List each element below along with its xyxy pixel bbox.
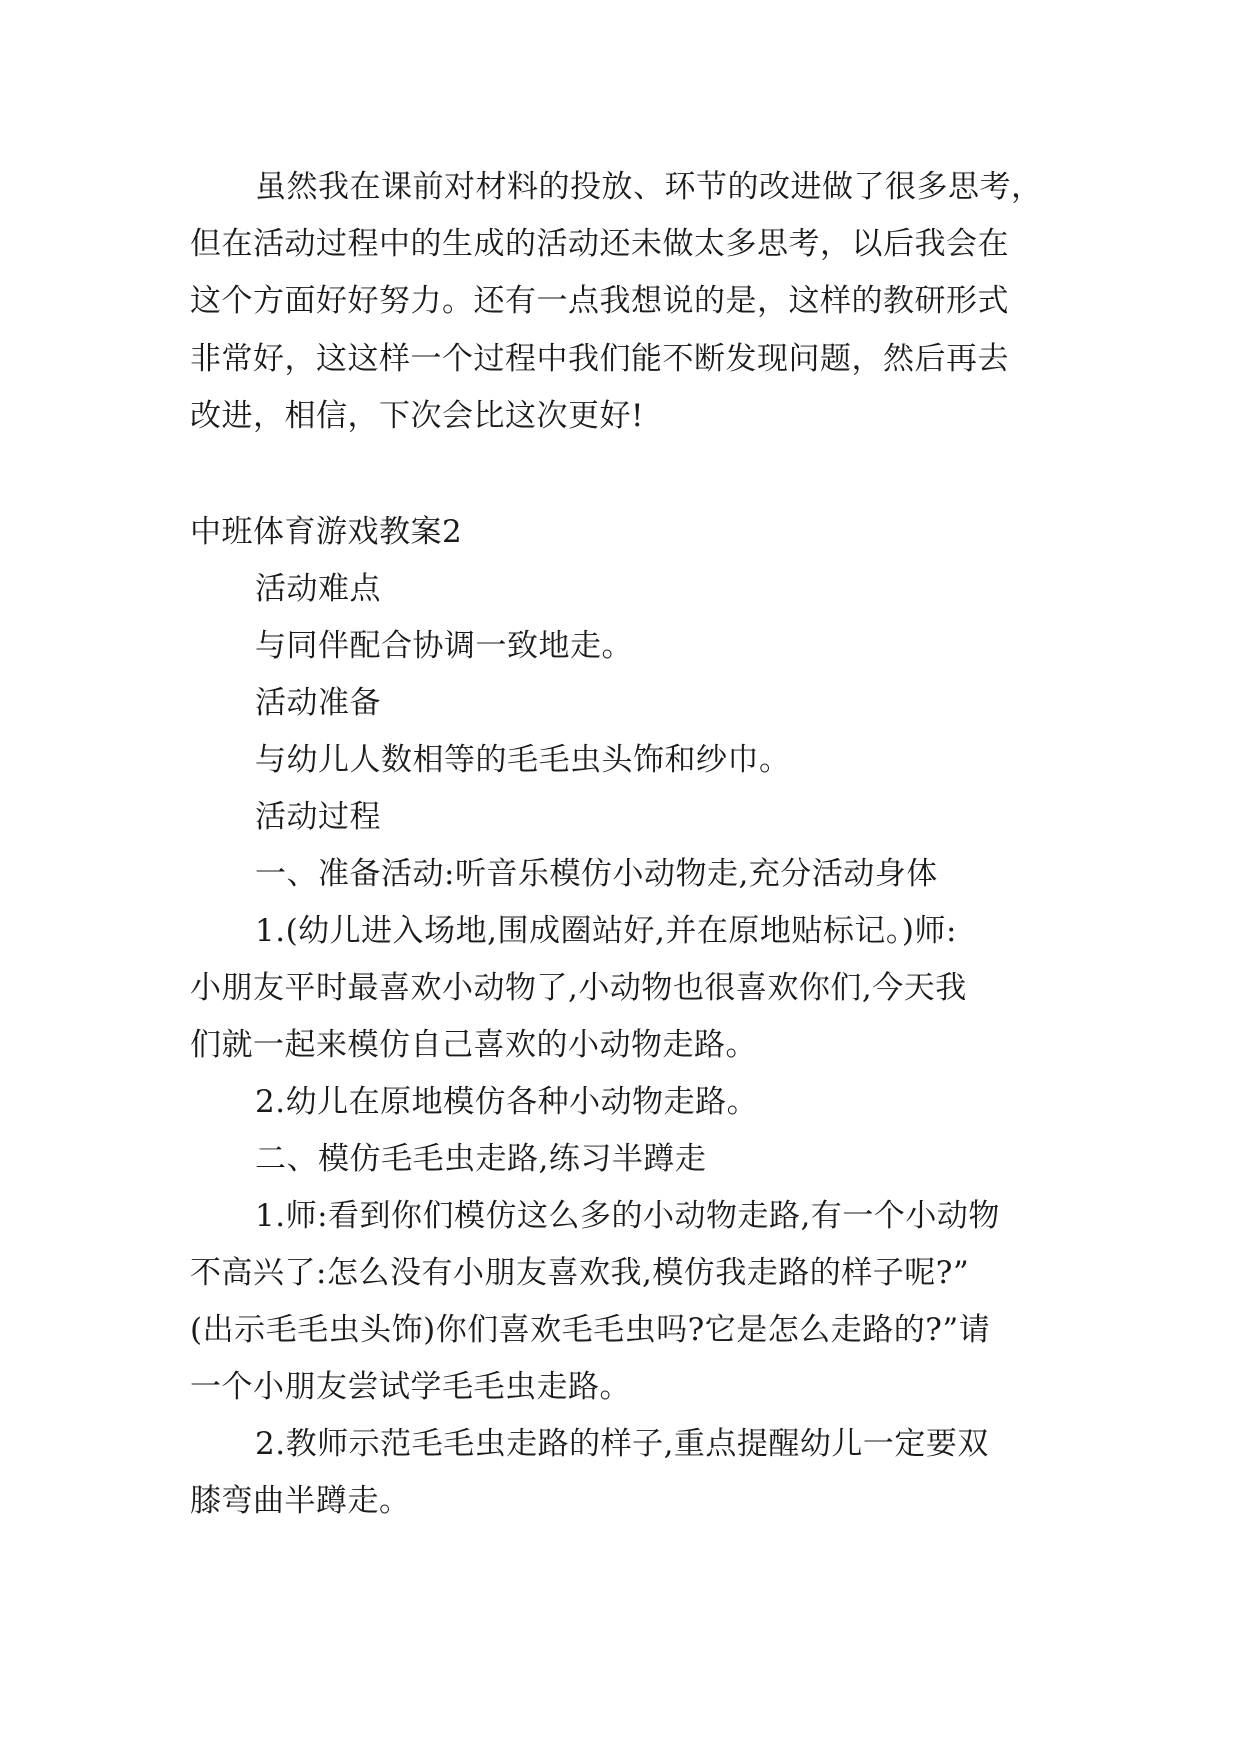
- paragraph-line: 这个方面好好努力。还有一点我想说的是，这样的教研形式: [190, 283, 1009, 319]
- paragraph-line: 1.师:看到你们模仿这么多的小动物走路,有一个小动物: [255, 1198, 1000, 1234]
- paragraph-line: 非常好，这这样一个过程中我们能不断发现问题，然后再去: [190, 341, 1009, 377]
- paragraph-line: 一、准备活动:听音乐模仿小动物走,充分活动身体: [255, 856, 938, 892]
- paragraph-line: 1.(幼儿进入场地,围成圈站好,并在原地贴标记。)师:: [255, 913, 957, 949]
- paragraph-line: 二、模仿毛毛虫走路,练习半蹲走: [255, 1141, 707, 1177]
- paragraph-line: 一个小朋友尝试学毛毛虫走路。: [190, 1369, 631, 1405]
- paragraph-line: 虽然我在课前对材料的投放、环节的改进做了很多思考，: [255, 169, 1043, 205]
- paragraph-line: 们就一起来模仿自己喜欢的小动物走路。: [190, 1027, 757, 1063]
- paragraph-line: 不高兴了:怎么没有小朋友喜欢我,模仿我走路的样子呢?”: [190, 1255, 970, 1291]
- paragraph-line: 改进，相信，下次会比这次更好!: [190, 398, 644, 434]
- paragraph-line: 膝弯曲半蹲走。: [190, 1483, 411, 1519]
- paragraph-line: 2.教师示范毛毛虫走路的样子,重点提醒幼儿一定要双: [255, 1426, 989, 1462]
- paragraph-line: 与幼儿人数相等的毛毛虫头饰和纱巾。: [255, 742, 791, 778]
- subheading: 活动难点: [255, 571, 381, 607]
- subheading: 活动过程: [255, 799, 381, 835]
- paragraph-line: 与同伴配合协调一致地走。: [255, 628, 633, 664]
- paragraph-line: (出示毛毛虫头饰)你们喜欢毛毛虫吗?它是怎么走路的?”请: [190, 1312, 991, 1348]
- paragraph-line: 但在活动过程中的生成的活动还未做太多思考，以后我会在: [190, 226, 1009, 262]
- subheading: 活动准备: [255, 685, 381, 721]
- paragraph-line: 2.幼儿在原地模仿各种小动物走路。: [255, 1084, 759, 1120]
- section-title: 中班体育游戏教案2: [190, 514, 463, 550]
- paragraph-line: 小朋友平时最喜欢小动物了,小动物也很喜欢你们,今天我: [190, 970, 967, 1006]
